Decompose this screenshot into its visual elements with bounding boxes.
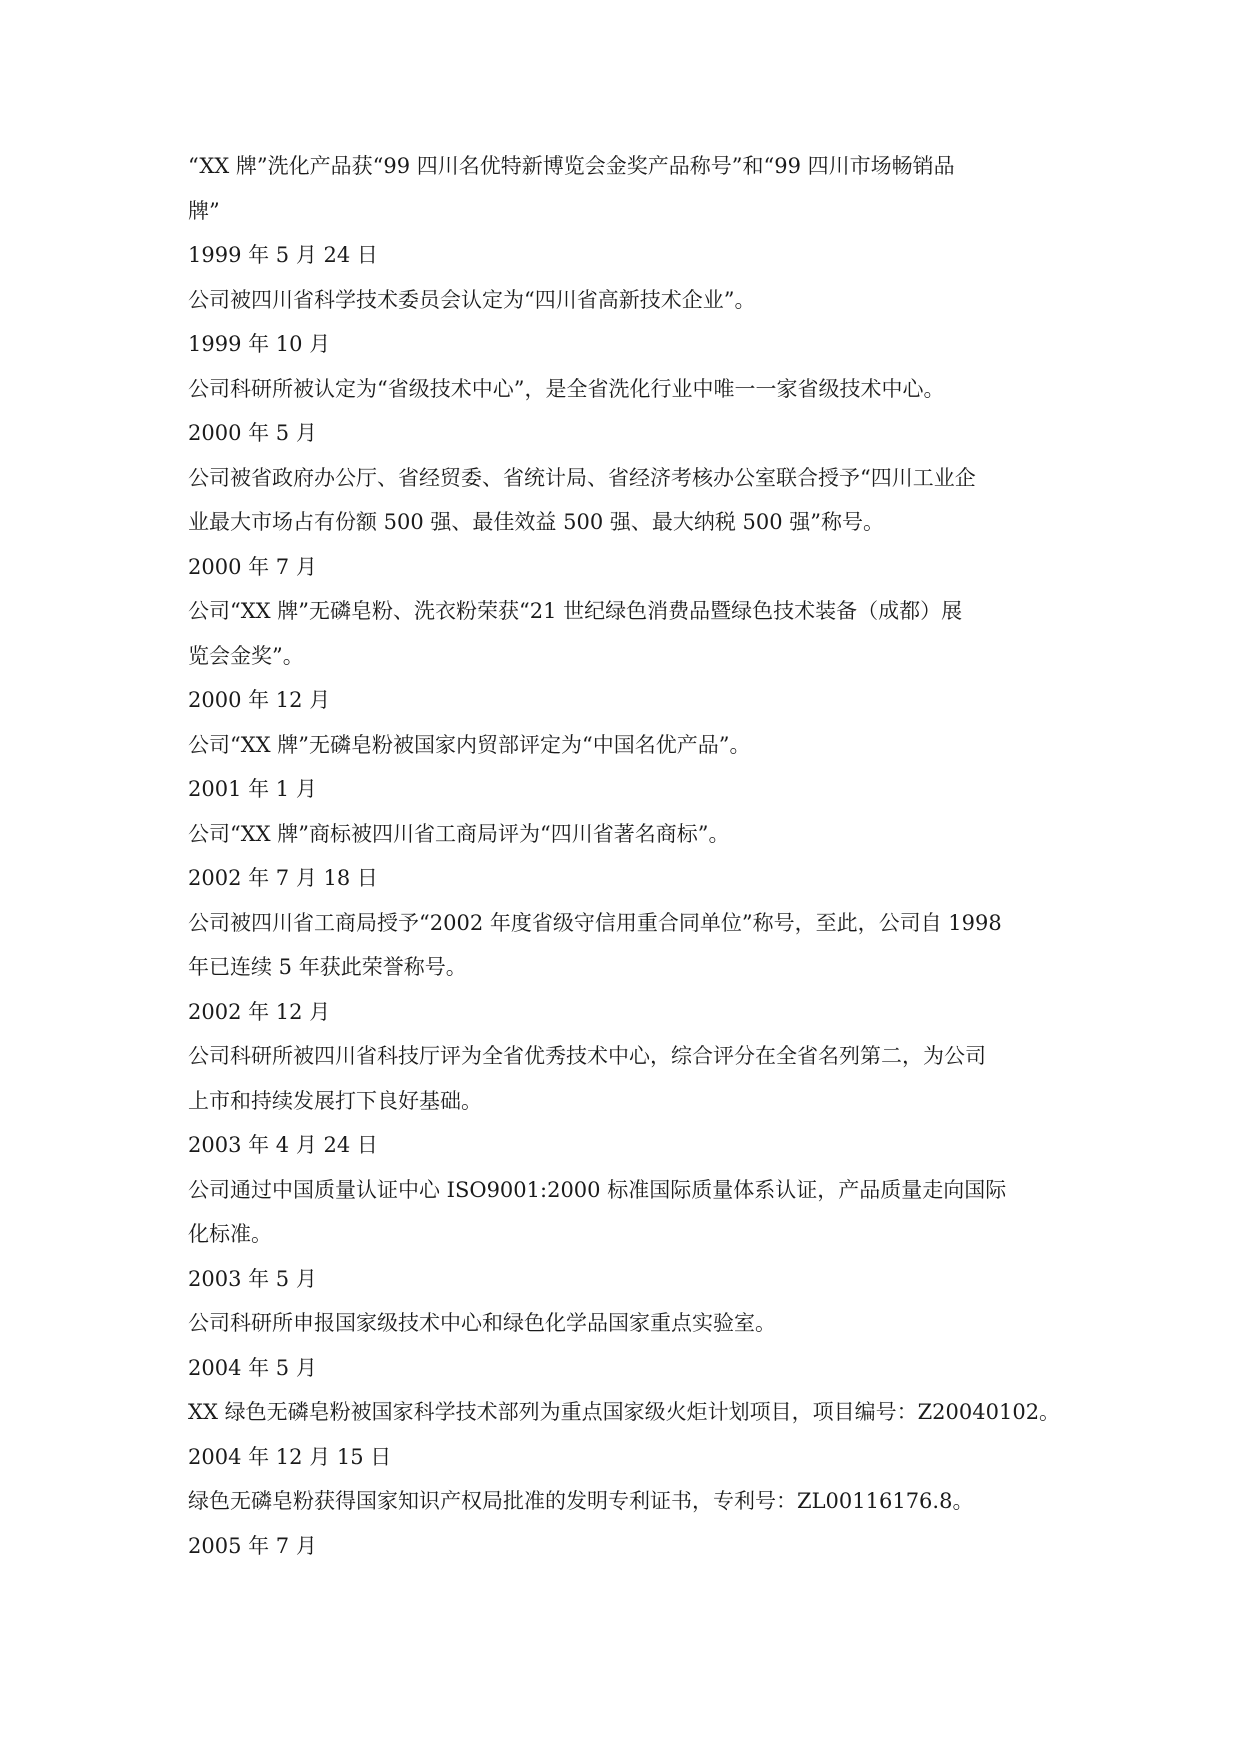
text-line: 牌”: [188, 198, 220, 223]
text-line: 公司“XX 牌”商标被四川省工商局评为“四川省著名商标”。: [188, 821, 730, 846]
text-line: 公司科研所申报国家级技术中心和绿色化学品国家重点实验室。: [188, 1311, 776, 1335]
text-line: 览会金奖”。: [188, 643, 304, 668]
text-line: 公司科研所被四川省科技厅评为全省优秀技术中心，综合评分在全省名列第二，为公司: [188, 1044, 986, 1068]
date-line: 2000 年 12 月: [188, 688, 331, 712]
text-line: 上市和持续发展打下良好基础。: [188, 1088, 482, 1113]
date-line: 2003 年 5 月: [188, 1266, 317, 1291]
text-line: 化标准。: [188, 1222, 272, 1246]
text-line: 公司被四川省科学技术委员会认定为“四川省高新技术企业”。: [188, 287, 756, 312]
text-line: 公司被省政府办公厅、省经贸委、省统计局、省经济考核办公室联合授予“四川工业企: [188, 465, 976, 490]
date-line: 2004 年 12 月 15 日: [188, 1444, 392, 1469]
text-line: 公司被四川省工商局授予“2002 年度省级守信用重合同单位”称号，至此，公司自 1998: [188, 910, 1002, 935]
date-line: 2005 年 7 月: [188, 1533, 317, 1558]
date-line: 1999 年 10 月: [188, 332, 331, 356]
text-line: 绿色无磷皂粉获得国家知识产权局批准的发明专利证书，专利号：ZL00116176.8。: [188, 1489, 974, 1513]
text-line: 公司科研所被认定为“省级技术中心”，是全省洗化行业中唯一一家省级技术中心。: [188, 376, 945, 401]
text-line: 公司通过中国质量认证中心 ISO9001:2000 标准国际质量体系认证，产品质量走向国际: [188, 1177, 1007, 1202]
date-line: 1999 年 5 月 24 日: [188, 243, 378, 267]
date-line: 2001 年 1 月: [188, 777, 317, 801]
date-line: 2002 年 12 月: [188, 999, 331, 1024]
text-line: XX 绿色无磷皂粉被国家科学技术部列为重点国家级火炬计划项目，项目编号：Z20040102。: [188, 1400, 1061, 1424]
text-line: 公司“XX 牌”无磷皂粉、洗衣粉荣获“21 世纪绿色消费品暨绿色技术装备（成都）展: [188, 599, 963, 623]
text-line: 业最大市场占有份额 500 强、最佳效益 500 强、最大纳税 500 强”称号。: [188, 510, 885, 534]
text-line: 年已连续 5 年获此荣誉称号。: [188, 955, 467, 979]
text-line: 公司“XX 牌”无磷皂粉被国家内贸部评定为“中国名优产品”。: [188, 732, 751, 757]
date-line: 2000 年 7 月: [188, 554, 317, 579]
date-line: 2004 年 5 月: [188, 1355, 317, 1380]
date-line: 2000 年 5 月: [188, 421, 317, 445]
document-body: [188, 144, 1061, 1568]
date-line: 2003 年 4 月 24 日: [188, 1133, 378, 1157]
date-line: 2002 年 7 月 18 日: [188, 866, 378, 890]
text-line: “XX 牌”洗化产品获“99 四川名优特新博览会金奖产品称号”和“99 四川市场畅销品: [188, 154, 955, 178]
